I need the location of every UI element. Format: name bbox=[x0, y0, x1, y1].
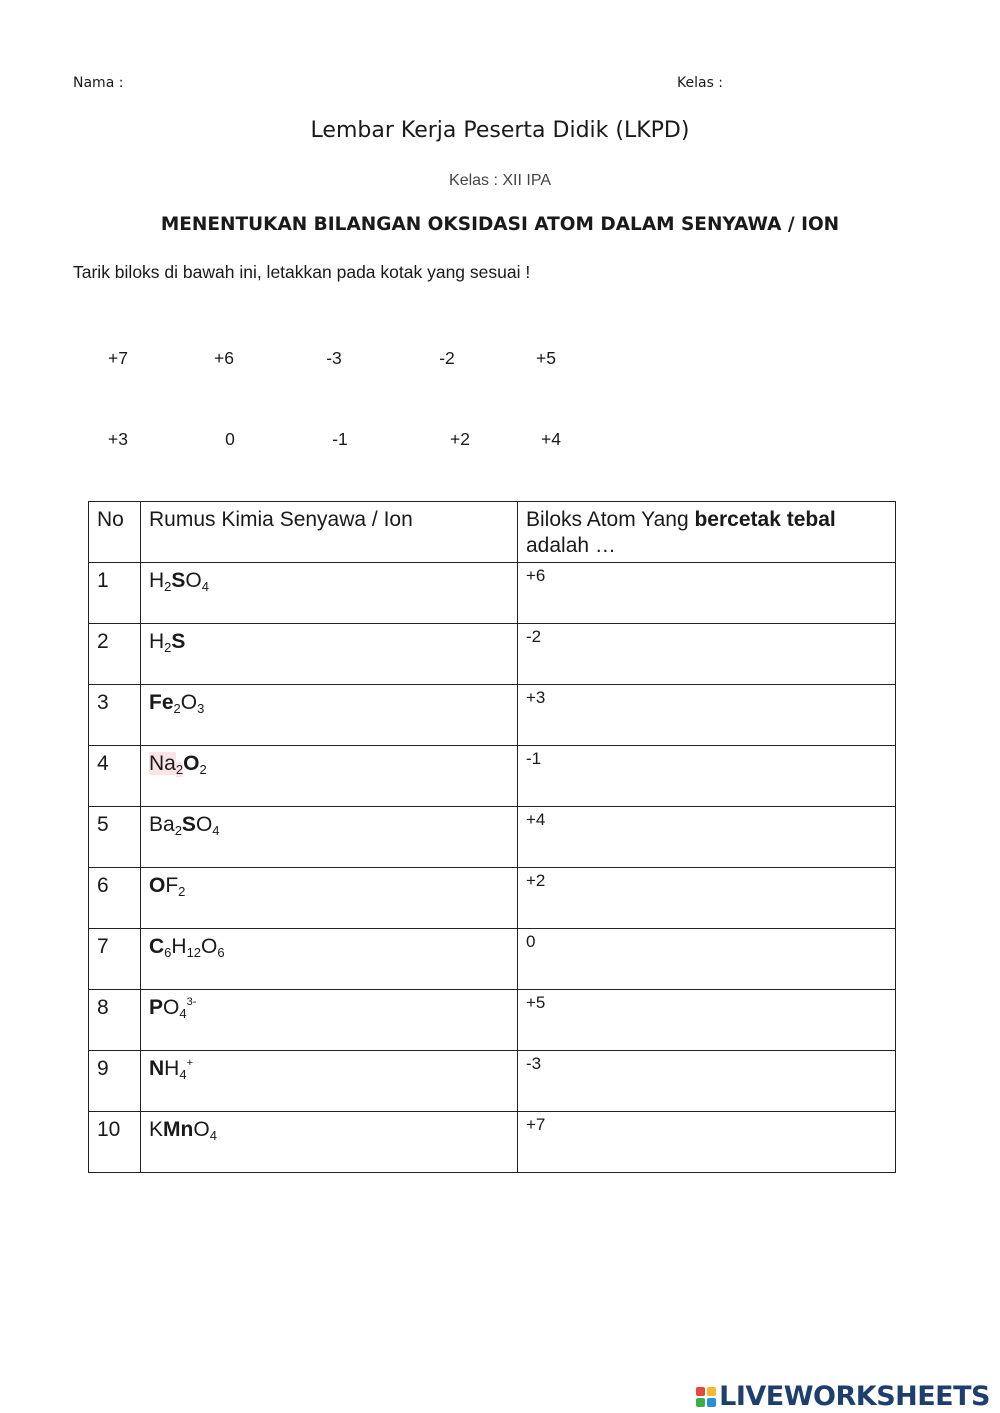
answer-value: +7 bbox=[526, 1115, 546, 1134]
formula-part: O bbox=[193, 1118, 210, 1141]
answer-drop-cell[interactable] bbox=[518, 929, 896, 990]
table-row bbox=[89, 1051, 896, 1112]
formula-cell bbox=[141, 1112, 518, 1173]
formula-part: P bbox=[149, 996, 164, 1019]
kelas-label: Kelas : bbox=[677, 75, 724, 91]
biloks-chip[interactable]: -1 bbox=[332, 429, 348, 449]
formula-part: Fe bbox=[149, 691, 174, 714]
formula-part: Na bbox=[149, 752, 176, 775]
answer-drop-cell[interactable] bbox=[518, 1112, 896, 1173]
answer-drop-cell[interactable] bbox=[518, 990, 896, 1051]
row-number-cell bbox=[89, 685, 141, 746]
formula-part: F bbox=[165, 874, 179, 897]
formula-part: 3 bbox=[197, 701, 205, 716]
biloks-chip[interactable]: -2 bbox=[439, 348, 455, 368]
biloks-chip[interactable]: -3 bbox=[326, 348, 342, 368]
formula-cell bbox=[141, 868, 518, 929]
chemical-formula bbox=[141, 1051, 517, 1082]
answer-drop-cell[interactable] bbox=[518, 685, 896, 746]
row-number-cell bbox=[89, 563, 141, 624]
answer-value: +3 bbox=[526, 688, 546, 707]
formula-part: S bbox=[171, 630, 186, 653]
class-subtitle: Kelas : XII IPA bbox=[449, 172, 551, 189]
formula-cell bbox=[141, 624, 518, 685]
biloks-table bbox=[88, 501, 896, 1173]
row-number: 6 bbox=[97, 874, 109, 897]
formula-part: 4 bbox=[179, 1067, 187, 1082]
section-heading: MENENTUKAN BILANGAN OKSIDASI ATOM DALAM SENYAWA / ION bbox=[160, 214, 840, 235]
row-number-cell bbox=[89, 746, 141, 807]
formula-part: O bbox=[149, 874, 166, 897]
header-no bbox=[89, 502, 141, 563]
answer-value: +2 bbox=[526, 871, 546, 890]
formula-cell bbox=[141, 563, 518, 624]
row-number-cell bbox=[89, 929, 141, 990]
answer-drop-cell[interactable] bbox=[518, 563, 896, 624]
formula-cell bbox=[141, 807, 518, 868]
logo-square bbox=[707, 1398, 716, 1407]
formula-part: 2 bbox=[164, 579, 172, 594]
formula-part: 2 bbox=[164, 640, 172, 655]
formula-part: 2 bbox=[174, 823, 182, 838]
liveworksheets-logo-icon bbox=[696, 1387, 716, 1407]
formula-part: 2 bbox=[199, 762, 207, 777]
answer-drop-cell[interactable] bbox=[518, 868, 896, 929]
chemical-formula bbox=[141, 929, 517, 960]
formula-part: 6 bbox=[217, 945, 225, 960]
row-number: 9 bbox=[97, 1057, 109, 1080]
instruction-text: Tarik biloks di bawah ini, letakkan pada kotak yang sesuai ! bbox=[73, 262, 531, 282]
biloks-chip[interactable]: +4 bbox=[541, 429, 561, 449]
chemical-formula bbox=[141, 563, 517, 594]
formula-part: 6 bbox=[164, 945, 172, 960]
chemical-formula bbox=[141, 807, 517, 838]
header-answer-suffix: adalah … bbox=[526, 534, 616, 557]
row-number-cell bbox=[89, 990, 141, 1051]
answer-value: -1 bbox=[526, 749, 542, 768]
answer-drop-cell[interactable] bbox=[518, 746, 896, 807]
chemical-formula bbox=[141, 624, 517, 655]
row-number: 1 bbox=[97, 569, 109, 592]
formula-part: 3- bbox=[186, 996, 197, 1008]
table-row bbox=[89, 868, 896, 929]
logo-square bbox=[707, 1387, 716, 1396]
row-number: 2 bbox=[97, 630, 109, 653]
formula-part: Mn bbox=[163, 1118, 194, 1141]
formula-part: K bbox=[149, 1118, 164, 1141]
answer-value: -2 bbox=[526, 627, 542, 646]
formula-part: 2 bbox=[175, 762, 184, 777]
formula-cell bbox=[141, 746, 518, 807]
row-number: 8 bbox=[97, 996, 109, 1019]
biloks-chip[interactable]: +7 bbox=[108, 348, 128, 368]
header-answer-label bbox=[518, 502, 895, 559]
chemical-formula bbox=[141, 990, 517, 1021]
table-row bbox=[89, 685, 896, 746]
formula-part: O bbox=[195, 813, 213, 836]
answer-value: +4 bbox=[526, 810, 546, 829]
header-formula-label: Rumus Kimia Senyawa / Ion bbox=[149, 508, 413, 531]
answer-value: +6 bbox=[526, 566, 546, 585]
formula-part: O bbox=[180, 691, 198, 714]
logo-square bbox=[696, 1398, 705, 1407]
biloks-chip[interactable]: +3 bbox=[108, 429, 128, 449]
formula-part: O bbox=[183, 752, 200, 775]
chemical-formula bbox=[141, 1112, 517, 1143]
biloks-chip[interactable]: +2 bbox=[450, 429, 470, 449]
table-row bbox=[89, 807, 896, 868]
biloks-chip[interactable]: +5 bbox=[536, 348, 556, 368]
formula-part: N bbox=[149, 1057, 165, 1080]
row-number: 7 bbox=[97, 935, 109, 958]
header-answer bbox=[518, 502, 896, 563]
table-body bbox=[89, 563, 896, 1173]
header-no-label: No bbox=[97, 508, 124, 531]
formula-part: 4 bbox=[201, 579, 209, 594]
formula-part: 4 bbox=[212, 823, 220, 838]
formula-cell bbox=[141, 1051, 518, 1112]
table-row bbox=[89, 624, 896, 685]
answer-drop-cell[interactable] bbox=[518, 624, 896, 685]
formula-part: O bbox=[201, 935, 218, 958]
chemical-formula bbox=[141, 685, 517, 716]
row-number-cell bbox=[89, 624, 141, 685]
table-row bbox=[89, 1112, 896, 1173]
row-number-cell bbox=[89, 807, 141, 868]
answer-value: 0 bbox=[526, 932, 536, 951]
answer-value: +5 bbox=[526, 993, 546, 1012]
biloks-chip[interactable]: 0 bbox=[225, 429, 235, 449]
row-number: 5 bbox=[97, 813, 109, 836]
formula-part: 12 bbox=[186, 945, 202, 960]
page-title: Lembar Kerja Peserta Didik (LKPD) bbox=[310, 118, 690, 143]
nama-label: Nama : bbox=[73, 75, 124, 91]
biloks-chip[interactable]: +6 bbox=[214, 348, 234, 368]
formula-part: Ba bbox=[149, 813, 175, 836]
formula-part: 4 bbox=[179, 1006, 187, 1021]
formula-part: C bbox=[149, 935, 165, 958]
liveworksheets-logo bbox=[696, 1381, 990, 1412]
formula-cell bbox=[141, 929, 518, 990]
formula-part: O bbox=[163, 996, 180, 1019]
row-number-cell bbox=[89, 1112, 141, 1173]
formula-part: H bbox=[149, 630, 165, 653]
answer-drop-cell[interactable] bbox=[518, 807, 896, 868]
formula-part: O bbox=[185, 569, 202, 592]
row-number-cell bbox=[89, 1051, 141, 1112]
answer-drop-cell[interactable] bbox=[518, 1051, 896, 1112]
formula-part: H bbox=[164, 1057, 180, 1080]
formula-part: + bbox=[186, 1057, 194, 1069]
formula-part: 2 bbox=[178, 884, 186, 899]
header-answer-bold: bercetak tebal bbox=[694, 508, 836, 531]
table-row bbox=[89, 990, 896, 1051]
chemical-formula bbox=[141, 868, 517, 899]
formula-cell bbox=[141, 990, 518, 1051]
formula-part: S bbox=[171, 569, 186, 592]
formula-part: 2 bbox=[173, 701, 181, 716]
formula-cell bbox=[141, 685, 518, 746]
formula-part: H bbox=[171, 935, 187, 958]
row-number: 4 bbox=[97, 752, 109, 775]
header-answer-prefix: Biloks Atom Yang bbox=[526, 508, 695, 531]
row-number-cell bbox=[89, 868, 141, 929]
table-row bbox=[89, 746, 896, 807]
answer-value: -3 bbox=[526, 1054, 542, 1073]
formula-part: 4 bbox=[209, 1128, 217, 1143]
liveworksheets-logo-text: LIVEWORKSHEETS bbox=[719, 1381, 990, 1412]
logo-square bbox=[696, 1387, 705, 1396]
table-row bbox=[89, 929, 896, 990]
formula-part: H bbox=[149, 569, 165, 592]
formula-part: S bbox=[181, 813, 196, 836]
table-header-row bbox=[89, 502, 896, 563]
header-formula bbox=[141, 502, 518, 563]
table-row bbox=[89, 563, 896, 624]
row-number: 10 bbox=[97, 1118, 121, 1141]
row-number: 3 bbox=[97, 691, 109, 714]
chemical-formula bbox=[141, 746, 517, 777]
